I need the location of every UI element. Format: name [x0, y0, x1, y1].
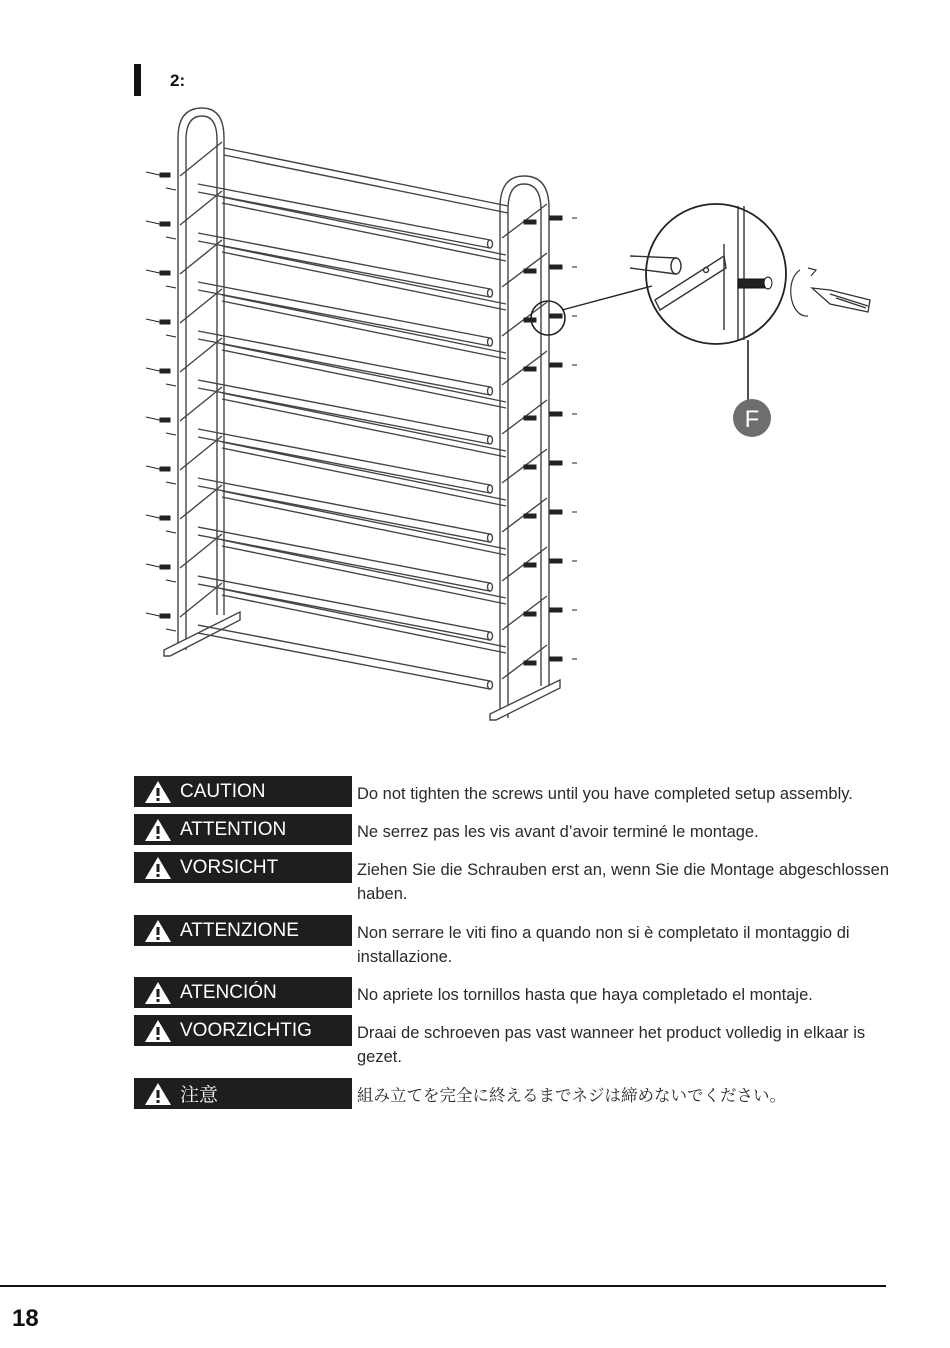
- screwdriver-icon: [791, 268, 870, 316]
- warning-badge: [134, 852, 352, 883]
- warning-text: No apriete los tornillos hasta que haya completado el montaje.: [357, 986, 813, 1004]
- warning-label: VORSICHT: [180, 856, 279, 878]
- warning-badge: [134, 776, 352, 807]
- footer-divider: [0, 1285, 886, 1287]
- warning-text: Draai de schroeven pas vast wanneer het product volledig in elkaar is gezet.: [357, 1024, 866, 1066]
- warning-label: CAUTION: [180, 780, 266, 802]
- warning-text: Ziehen Sie die Schrauben erst an, wenn Sie die Montage abgeschlossen haben.: [357, 861, 890, 903]
- warning-text: Ne serrez pas les vis avant d’avoir terminé le montage.: [357, 823, 759, 841]
- warning-text: 組み立てを完全に終えるまでネジは締めないでください。: [357, 1087, 786, 1105]
- warning-badge: [134, 1078, 352, 1109]
- warning-badge: [134, 814, 352, 845]
- warning-triangle-icon: [144, 919, 172, 943]
- warning-badge: [134, 1015, 352, 1046]
- warning-text: Non serrare le viti fino a quando non si è completato il montaggio di installazione.: [357, 924, 850, 966]
- step-number: 2:: [170, 71, 186, 90]
- warning-label: VOORZICHTIG: [180, 1019, 312, 1041]
- shoe-rack-drawing: [164, 108, 560, 720]
- warning-label: 注意: [180, 1085, 219, 1106]
- warning-triangle-icon: [144, 780, 172, 804]
- warning-triangle-icon: [144, 981, 172, 1005]
- magnified-detail: [630, 204, 786, 344]
- warning-badge: [134, 977, 352, 1008]
- warning-triangle-icon: [144, 856, 172, 880]
- warning-label: ATENCIÓN: [180, 981, 277, 1003]
- warning-triangle-icon: [144, 818, 172, 842]
- warning-triangle-icon: [144, 1082, 172, 1106]
- warning-label: ATTENTION: [180, 818, 287, 840]
- screw-detail: [738, 277, 772, 289]
- screw-arrows: [146, 172, 577, 665]
- warning-text: Do not tighten the screws until you have completed setup assembly.: [357, 785, 853, 803]
- warning-triangle-icon: [144, 1019, 172, 1043]
- part-f-letter: F: [744, 406, 760, 433]
- warning-label: ATTENZIONE: [180, 919, 299, 941]
- page-number: 18: [12, 1305, 39, 1332]
- warning-badge: [134, 915, 352, 946]
